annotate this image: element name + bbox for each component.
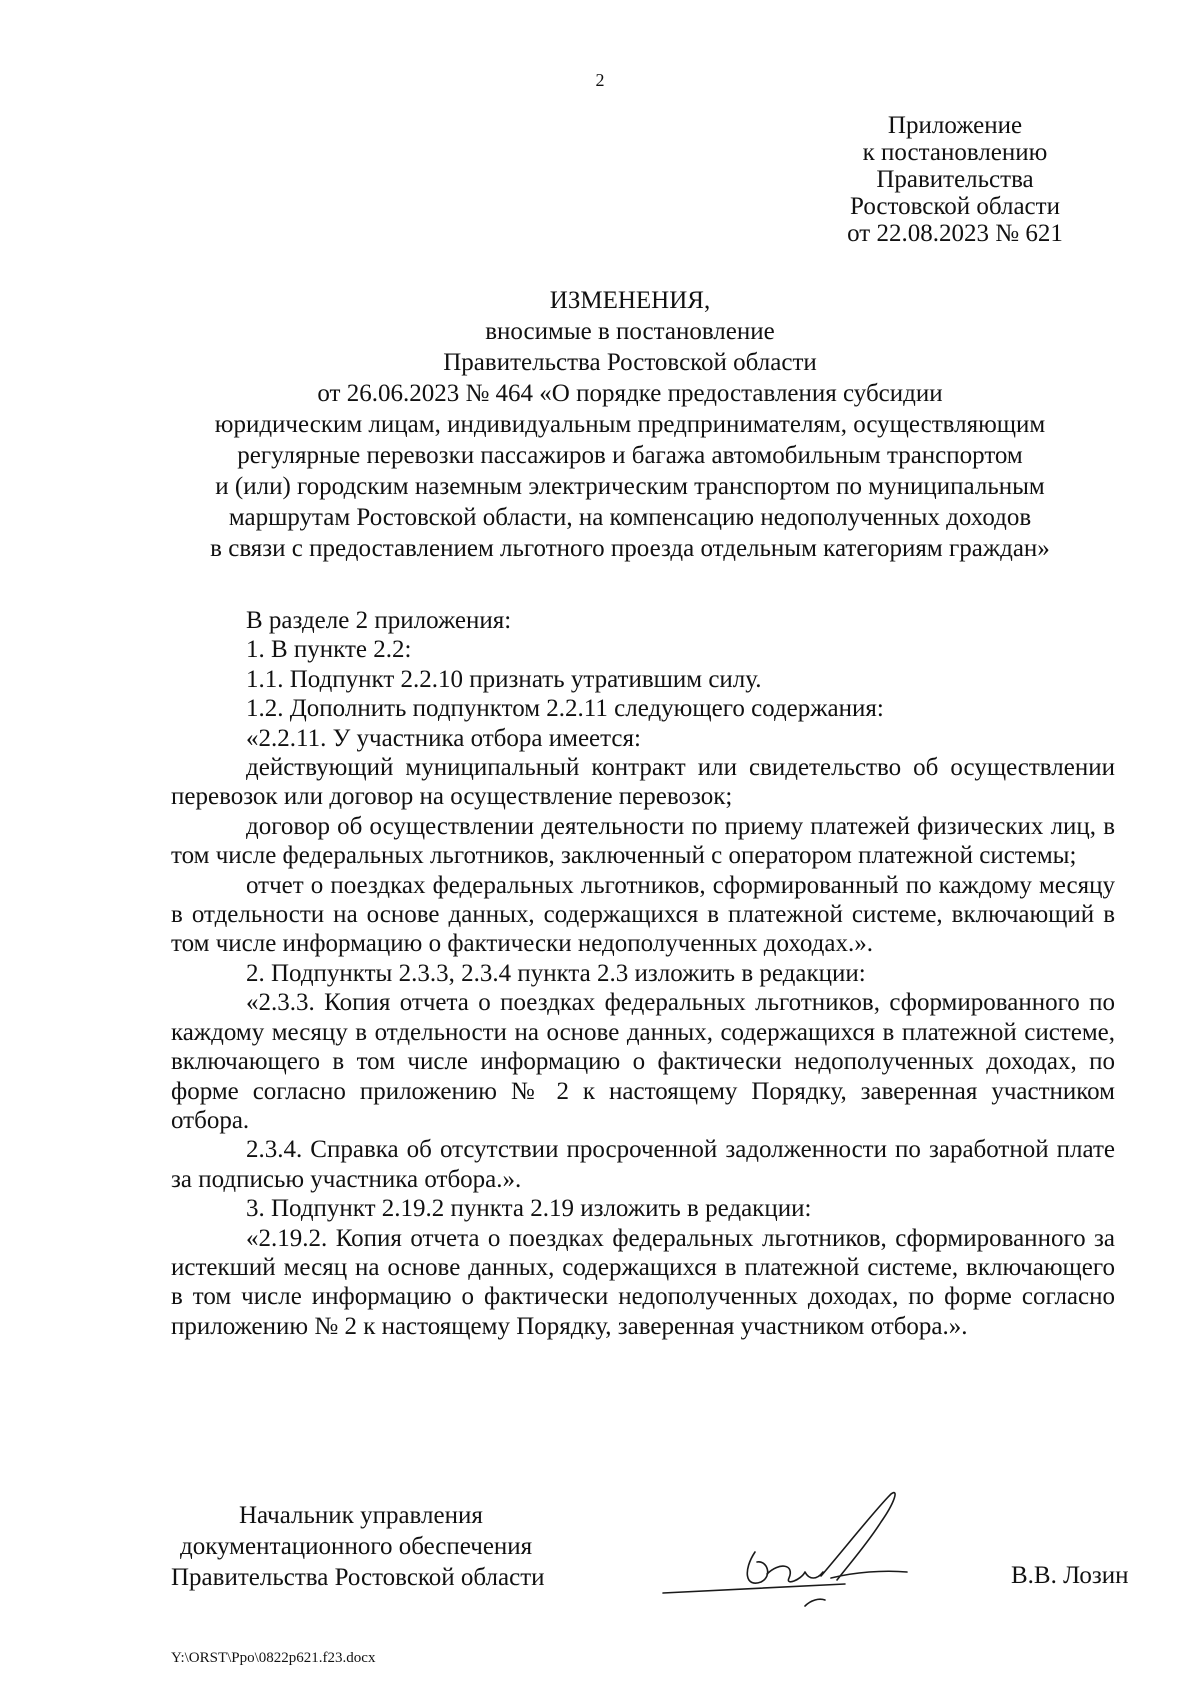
signatory-position xyxy=(171,1500,611,1593)
title-line: регулярные перевозки пассажиров и багажа автомобильным транспортом xyxy=(237,442,1023,469)
title-line: от 26.06.2023 № 464 «О порядке предоставления субсидии xyxy=(317,380,943,407)
title-line: и (или) городским наземным электрическим транспортом по муниципальным xyxy=(215,473,1045,500)
body-paragraph: отчет о поездках федеральных льготников, сформированный по каждому месяцу в отдельности на основе данных, содержащихся в платежной системе, включающий в том числе информацию о фактически недополученных доходах.». xyxy=(171,871,1115,958)
body-paragraph: «2.19.2. Копия отчета о поездках федеральных льготников, сформированного за истекший месяц на основе данных, содержащихся в платежной системе, включающего в том числе информацию о фактически недополученных доходах, по форме согласно приложению № 2 к настоящему Порядку, заверенная участником отбора.». xyxy=(171,1224,1115,1340)
body-paragraph: 1. В пункте 2.2: xyxy=(246,636,412,664)
position-line: Начальник управления xyxy=(239,1502,483,1529)
position-line: документационного обеспечения xyxy=(180,1533,533,1560)
appendix-line: к постановлению xyxy=(862,139,1048,166)
body-paragraph: В разделе 2 приложения: xyxy=(246,607,512,634)
body-paragraph: 3. Подпункт 2.19.2 пункта 2.19 изложить в редакции: xyxy=(246,1195,812,1223)
appendix-line: от 22.08.2023 № 621 xyxy=(847,220,1063,247)
body-paragraph: «2.2.11. У участника отбора имеется: xyxy=(246,724,641,752)
appendix-block xyxy=(805,112,1105,247)
document-title xyxy=(140,285,1120,564)
appendix-line: Приложение xyxy=(887,112,1023,139)
body-paragraph: 2.3.4. Справка об отсутствии просроченной задолженности по заработной плате за подписью участника отбора.». xyxy=(171,1136,1115,1193)
body-paragraph: 1.1. Подпункт 2.2.10 признать утратившим силу. xyxy=(246,665,762,693)
body-paragraph: 2. Подпункты 2.3.3, 2.3.4 пункта 2.3 изложить в редакции: xyxy=(246,959,866,987)
body-paragraph: договор об осуществлении деятельности по приему платежей физических лиц, в том числе федеральных льготников, заключенный с оператором платежной системы; xyxy=(171,812,1115,870)
body-paragraph: «2.3.3. Копия отчета о поездках федеральных льготников, сформированного по каждому месяцу в отдельности на основе данных, содержащихся в платежной системе, включающего в том числе информацию о фактически недополученных доходах, по форме согласно приложению № 2 к настоящему Порядку, заверенная участником отбора. xyxy=(171,989,1115,1134)
body-paragraph: 1.2. Дополнить подпунктом 2.2.11 следующего содержания: xyxy=(246,695,884,723)
body-paragraph: действующий муниципальный контракт или свидетельство об осуществлении перевозок или договор на осуществление перевозок; xyxy=(171,754,1115,811)
appendix-line: Ростовской области xyxy=(850,193,1060,220)
handwritten-signature xyxy=(655,1488,945,1608)
document-body xyxy=(171,606,1115,1341)
title-line: вносимые в постановление xyxy=(485,318,775,345)
signer-name: В.В. Лозин xyxy=(1011,1562,1129,1589)
title-line: Правительства Ростовской области xyxy=(443,349,817,376)
title-heading: ИЗМЕНЕНИЯ, xyxy=(549,287,711,314)
title-line: маршрутам Ростовской области, на компенсацию недополученных доходов xyxy=(228,504,1032,531)
title-line: в связи с предоставлением льготного проезда отдельным категориям граждан» xyxy=(210,535,1050,562)
file-path: Y:\ORST\Ppo\0822p621.f23.docx xyxy=(171,1650,376,1666)
title-line: юридическим лицам, индивидуальным предпринимателям, осуществляющим xyxy=(214,411,1046,438)
appendix-line: Правительства xyxy=(876,166,1034,193)
position-line: Правительства Ростовской области xyxy=(171,1564,545,1591)
page-number: 2 xyxy=(595,70,605,90)
